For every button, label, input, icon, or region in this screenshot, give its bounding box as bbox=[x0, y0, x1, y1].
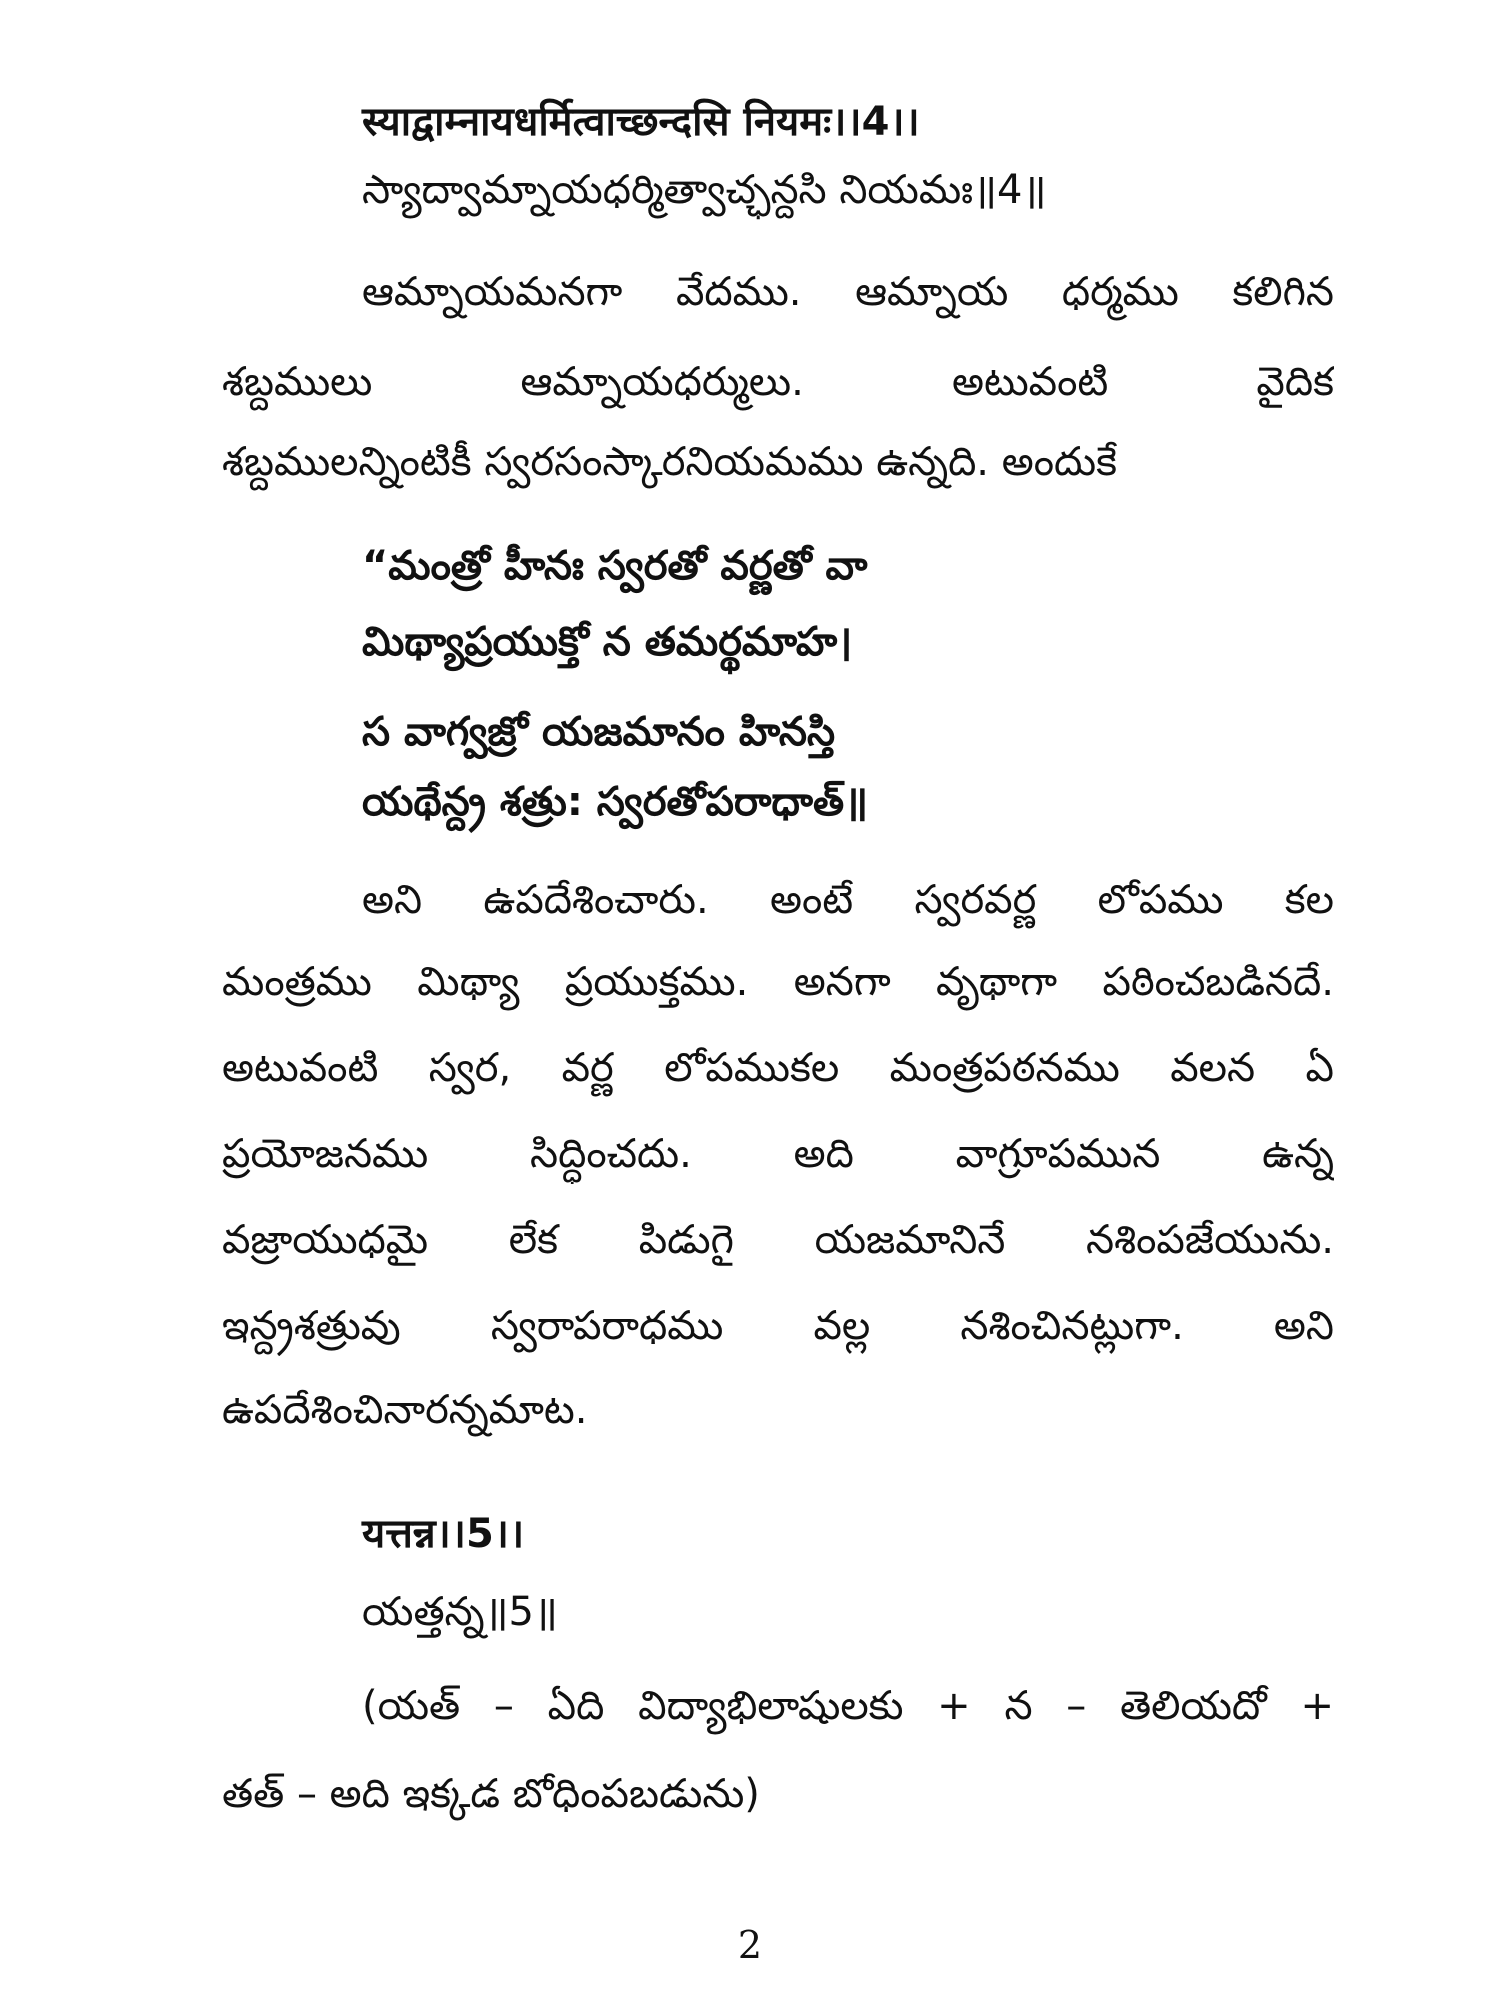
verse-line-4: యథేన్ద్ర శత్రు: స్వరతోపరాధాత్॥ bbox=[362, 779, 869, 825]
paragraph-1-line-2: శబ్దములు ఆమ్నాయధర్ములు. అటువంటి వైదిక bbox=[222, 359, 1334, 405]
paragraph-2-line-3: అటువంటి స్వర, వర్ణ లోపముకల మంత్రపఠనము వలన ఏ bbox=[222, 1045, 1334, 1091]
paragraph-2-line-4: ప్రయోజనము సిద్ధించదు. అది వాగ్రూపమున ఉన్న bbox=[222, 1131, 1334, 1177]
sutra-4-devanagari: स्याद्वाम्नायधर्मित्वाच्छन्दसि नियमः।।4।। bbox=[362, 99, 920, 145]
verse-line-3: స వాగ్వజ్రో యజమానం హినస్తి bbox=[362, 709, 836, 755]
paragraph-2-line-2: మంత్రము మిథ్యా ప్రయుక్తము. అనగా వృథాగా పఠించబడినదే. bbox=[222, 959, 1334, 1005]
sutra-5-devanagari: यत्तन्न।।5।। bbox=[362, 1511, 525, 1557]
paragraph-2-line-6: ఇన్ద్రశత్రువు స్వరాపరాధము వల్ల నశించినట్లుగా. అని bbox=[222, 1303, 1334, 1349]
verse-line-2: మిథ్యాప్రయుక్తో న తమర్థమాహ। bbox=[362, 619, 853, 665]
verse-line-1: “మంత్రో హీనః స్వరతో వర్ణతో వా bbox=[362, 543, 868, 589]
paragraph-3-line-2: తత్ – అది ఇక్కడ బోధింపబడును) bbox=[222, 1771, 760, 1817]
sutra-4-telugu: స్యాద్వామ్నాయధర్మిత్వాచ్ఛన్దసి నియమః॥4॥ bbox=[362, 167, 1047, 213]
paragraph-3-line-1: (యత్ – ఏది విద్యాభిలాషులకు + న – తెలియదో + bbox=[362, 1683, 1334, 1729]
sutra-5-telugu: యత్తన్న॥5॥ bbox=[362, 1589, 558, 1635]
paragraph-2-line-7: ఉపదేశించినారన్నమాట. bbox=[222, 1387, 588, 1433]
paragraph-2-line-5: వజ్రాయుధమై లేక పిడుగై యజమానినే నశింపజేయును. bbox=[222, 1217, 1334, 1263]
paragraph-1-line-3: శబ్దములన్నింటికీ స్వరసంస్కారనియమము ఉన్నది. అందుకే bbox=[222, 439, 1117, 485]
paragraph-2-line-1: అని ఉపదేశించారు. అంటే స్వరవర్ణ లోపము కల bbox=[362, 877, 1334, 923]
page-number: 2 bbox=[737, 1923, 763, 1967]
paragraph-1-line-1: ఆమ్నాయమనగా వేదము. ఆమ్నాయ ధర్మము కలిగిన bbox=[362, 269, 1334, 315]
